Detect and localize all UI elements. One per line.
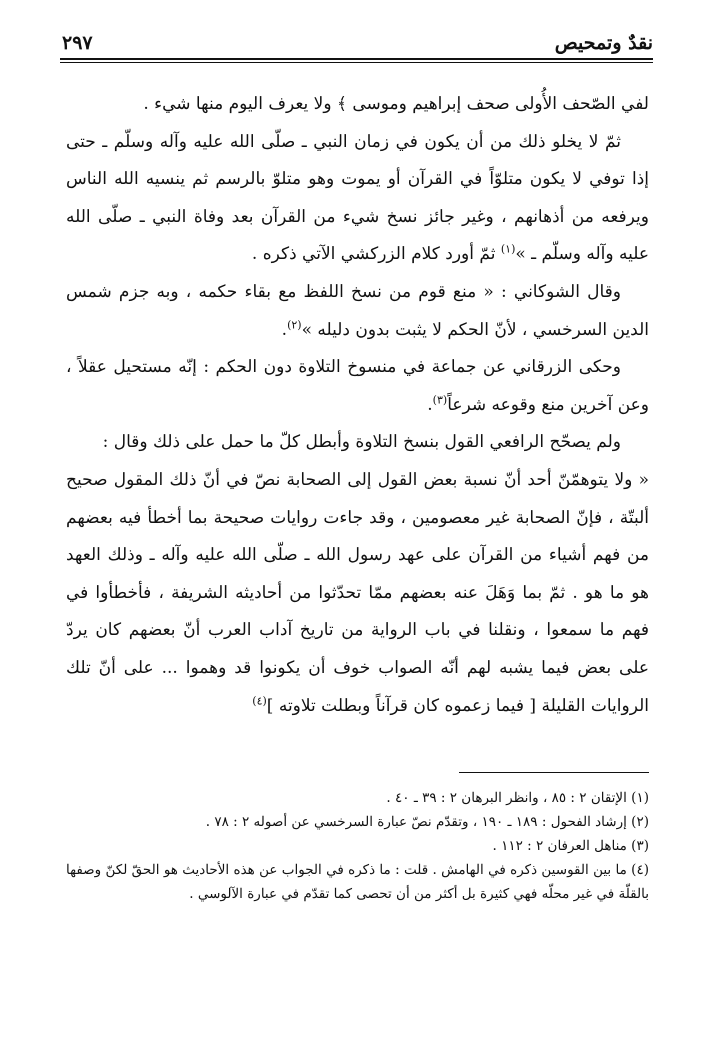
footnote-1: (١) الإتقان ٢ : ٨٥ ، وانظر البرهان ٢ : ٣٩ ـ ٤٠ . xyxy=(386,790,649,806)
paragraph-2-text: ثمّ لا يخلو ذلك من أن يكون في زمان النبي ـ صلّى الله عليه وآله وسلّم ـ حتى إذا توفي لا يكون متلوّاً في القرآن أو يموت وهو متلوّ بالرسم ثم ينسيه الله الناس ويرفعه من أذهانهم ، وغير جائز نسخ شيء من القرآن بعد وفاة النبي ـ صلّى الله عليه وآله وسلّم ـ » xyxy=(66,131,649,265)
page-header xyxy=(62,28,653,54)
footnote-ref-2[interactable]: (٢) xyxy=(287,317,302,331)
footnote-separator xyxy=(459,772,649,773)
paragraph-3 xyxy=(66,274,649,349)
paragraph-2 xyxy=(66,124,649,274)
paragraph-3-tail: . xyxy=(281,319,288,340)
footnote-ref-1[interactable]: (١) xyxy=(500,242,516,256)
paragraph-4 xyxy=(66,349,649,424)
paragraph-1: لفي الصّحف الأُولى صحف إبراهيم وموسى ﴾ ولا يعرف اليوم منها شيء . xyxy=(143,94,649,114)
paragraph-4-text: وحكى الزرقاني عن جماعة في منسوخ التلاوة دون الحكم : إنّه مستحيل عقلاً ، وعن آخرين منع وقوعه شرعاً xyxy=(66,357,649,415)
paragraph-6-text: « ولا يتوهمّنّ أحد أنّ نسبة بعض القول إلى الصحابة نصّ في أنّ ذلك المقول صحيح ألبتّة ، فإنّ الصحابة غير معصومين ، وقد جاءت روايات صحيحة بما أخطأ فيه بعضهم من فهم أشياء من القرآن على عهد رسول الله ـ صلّى الله عليه وآله ـ وذلك العهد هو ما هو . ثمّ بما وَهَلَ عنه بعضهم ممّا تحدّثوا من أحاديثه الشريفة ، فأخطأوا في فهم ما سمعوا ، ونقلنا في باب الرواية من تاريخ آداب العرب أنّ بعضهم كان يردّ على بعض فيما يشبه لهم أنّه الصواب خوف أن يكونوا قد وهموا ... على أنّ تلك الروايات القليلة [ فيما زعموه كان قرآناً وبطلت تلاوته ] xyxy=(66,469,649,716)
footnote-2: (٢) إرشاد الفحول : ١٨٩ ـ ١٩٠ ، وتقدّم نصّ عبارة السرخسي عن أصوله ٢ : ٧٨ . xyxy=(205,814,649,830)
paragraph-5: ولم يصحّح الرافعي القول بنسخ التلاوة وأبطل كلّ ما حمل على ذلك وقال : xyxy=(102,432,621,453)
paragraph-2-tail: ثمّ أورد كلام الزركشي الآتي ذكره . xyxy=(251,244,501,265)
footnote-4: (٤) ما بين القوسين ذكره في الهامش . قلت : ما ذكره في الجواب عن هذه الأحاديث هو الحقّ لكنّ وصفها بالقلّة في غير محلّه فهي كثيرة بل أكثر من أن تحصى كما تقدّم في عبارة الآلوسي . xyxy=(66,862,649,902)
header-rule-thin xyxy=(60,62,653,63)
footnotes xyxy=(66,786,649,906)
footnote-ref-4[interactable]: (٤) xyxy=(252,693,267,707)
paragraph-4-tail: . xyxy=(427,394,433,415)
running-title: نقدٌ وتمحيص xyxy=(554,32,653,54)
paragraph-6 xyxy=(66,462,649,725)
paragraph-3-text: وقال الشوكاني : « منع قوم من نسخ اللفظ مع بقاء حكمه ، وبه جزم شمس الدين السرخسي ، لأنّ الحكم لا يثبت بدون دليله » xyxy=(66,281,649,340)
page-number: ٢٩٧ xyxy=(62,32,93,54)
footnote-3: (٣) مناهل العرفان ٢ : ١١٢ . xyxy=(492,838,649,854)
header-rule xyxy=(60,58,653,60)
main-text xyxy=(66,86,649,725)
footnote-ref-3[interactable]: (٣) xyxy=(432,393,448,407)
